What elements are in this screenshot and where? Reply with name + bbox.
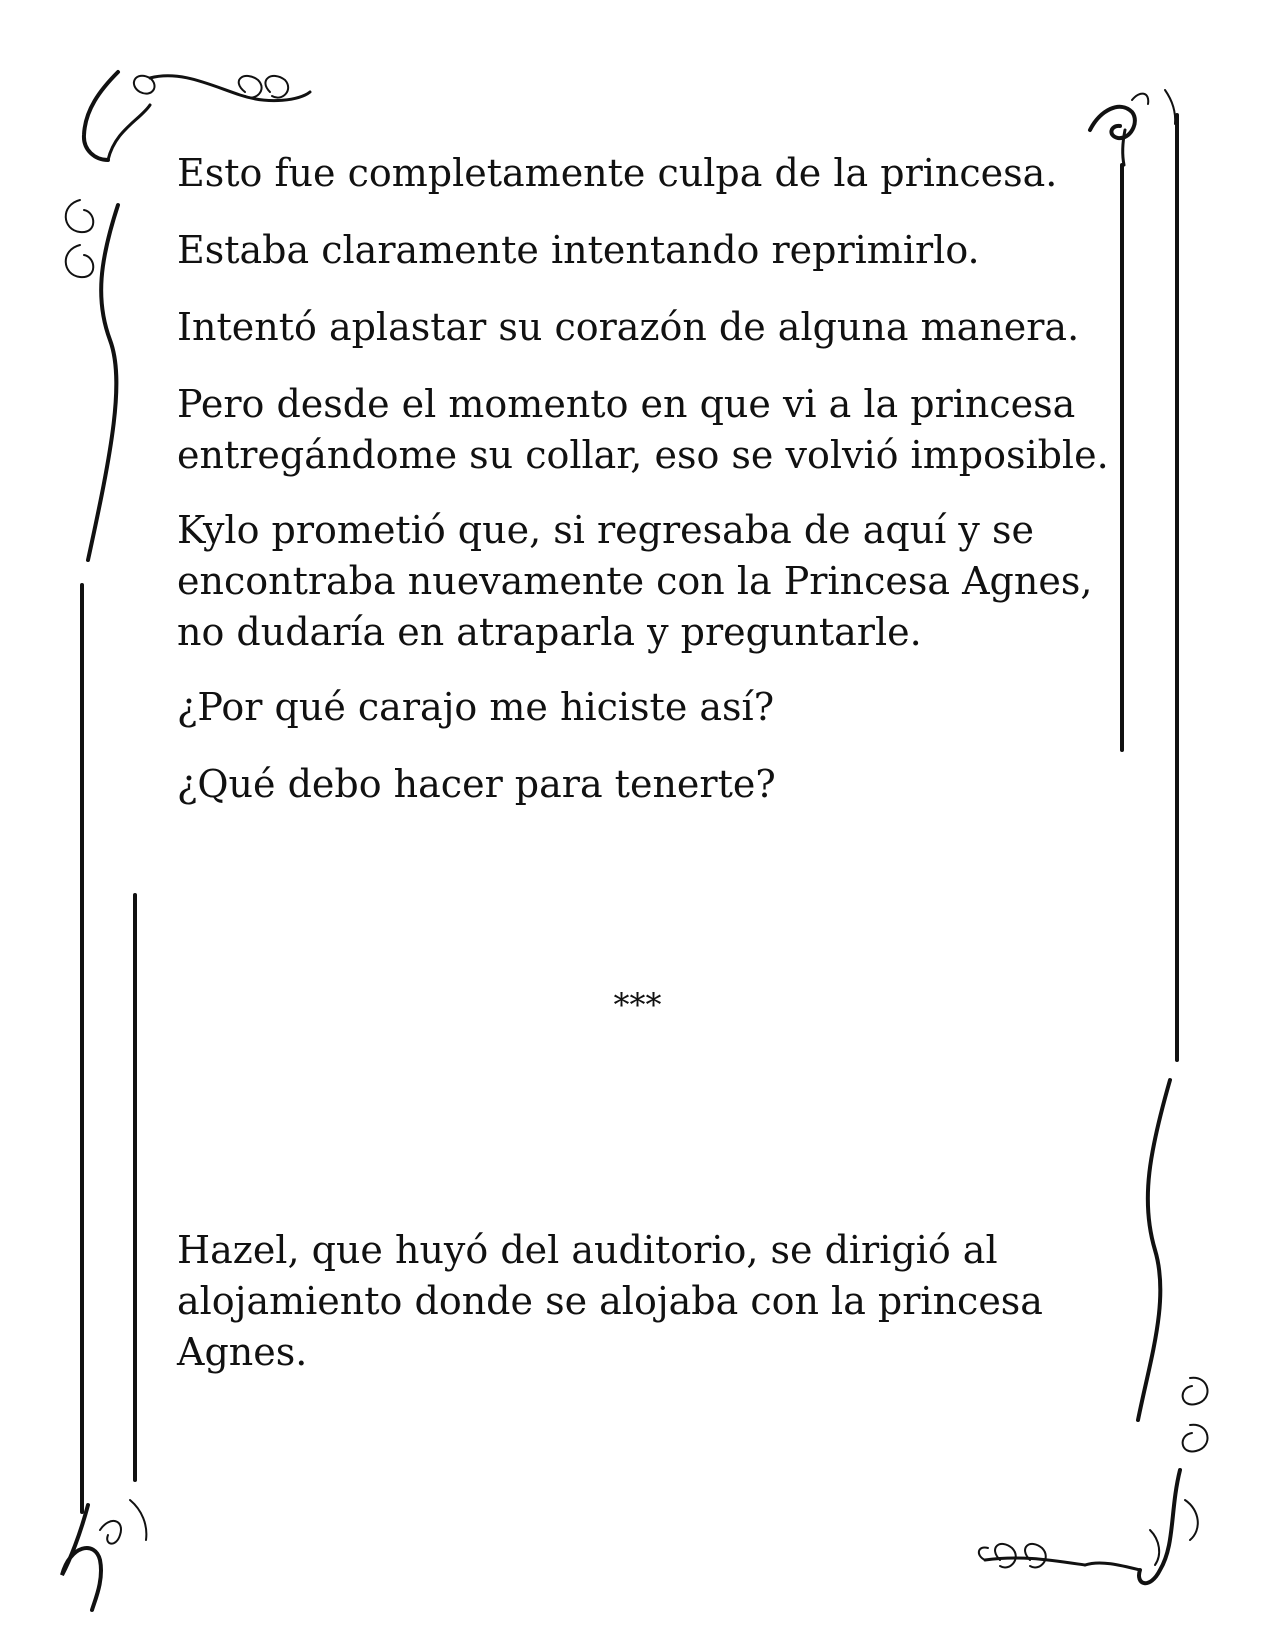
bottom-left-flourish [62, 1500, 146, 1610]
paragraph-6: ¿Por qué carajo me hiciste así? [177, 685, 775, 729]
paragraph-5: Kylo prometió que, si regresaba de aquí y se encontraba nuevamente con la Princesa Agnes, no dudaría en atraparla y preguntarle. [177, 508, 1093, 654]
paragraph-3: Intentó aplastar su corazón de alguna manera. [177, 305, 1080, 349]
section-separator: *** [613, 986, 662, 1024]
paragraph-7: ¿Qué debo hacer para tenerte? [177, 762, 776, 806]
paragraph-after-separator: Hazel, que huyó del auditorio, se dirigió al alojamiento donde se alojaba con la princesa Agnes. [177, 1228, 1043, 1374]
paragraph-1: Esto fue completamente culpa de la princesa. [177, 151, 1058, 195]
paragraph-4: Pero desde el momento en que vi a la princesa entregándome su collar, eso se volvió imposible. [177, 382, 1109, 477]
paragraph-2: Estaba claramente intentando reprimirlo. [177, 228, 980, 272]
